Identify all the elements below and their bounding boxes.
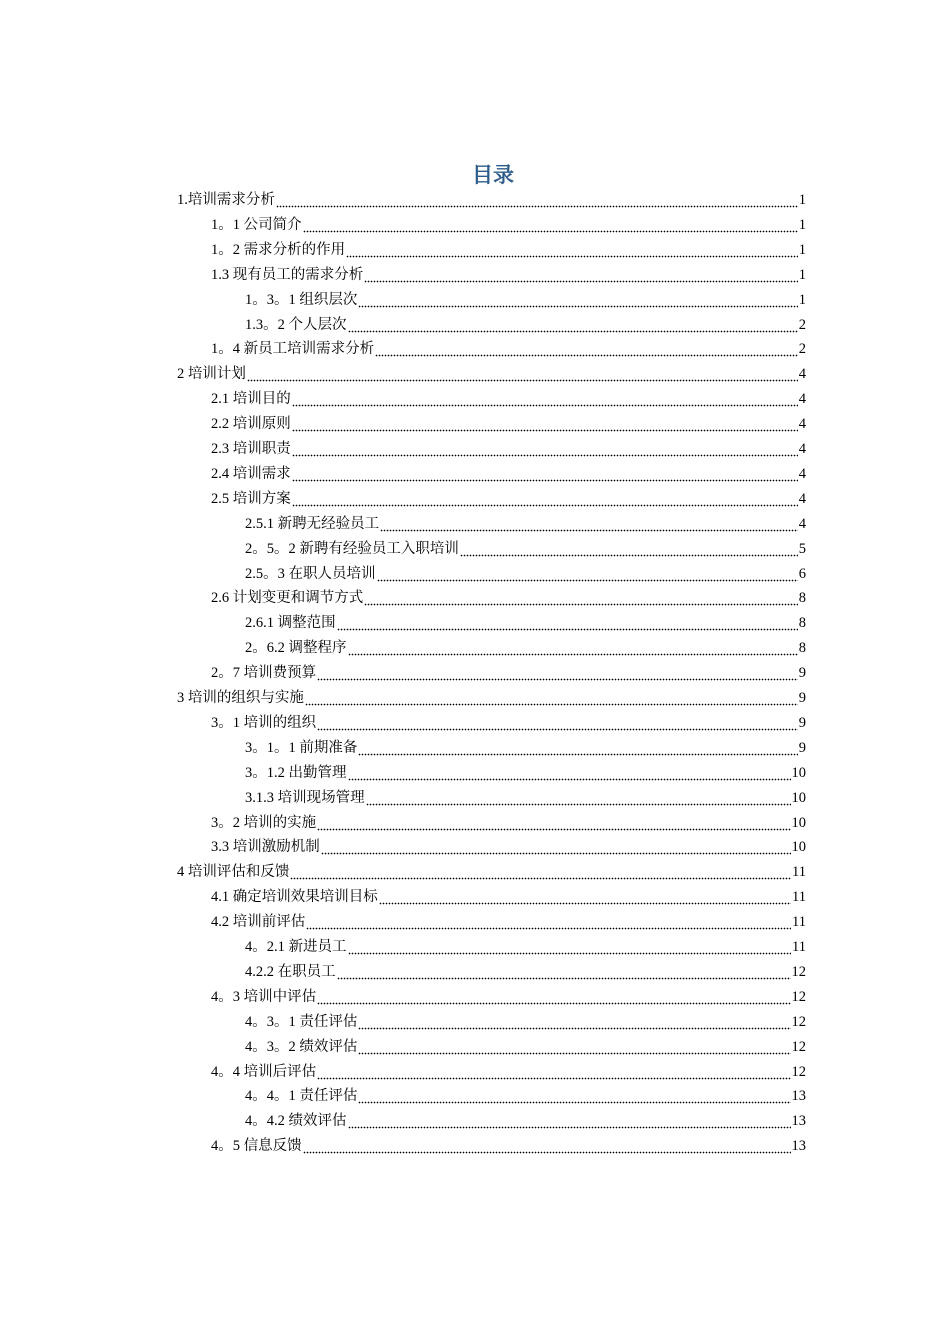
dot-leader (292, 387, 798, 412)
toc-entry-text: 3.3 培训激励机制 (211, 839, 320, 856)
dot-leader (306, 910, 791, 935)
toc-entry[interactable] (211, 337, 806, 362)
toc-entry-page-number: 12 (791, 1013, 806, 1030)
toc-entry-text: 4.2.2 在职员工 (245, 963, 336, 980)
toc-entry-page-number: 12 (791, 1038, 806, 1055)
toc-entry-text: 3 培训的组织与实施 (177, 690, 304, 706)
toc-entry[interactable] (211, 412, 806, 437)
toc-entry-text: 2.3 培训职责 (211, 441, 291, 457)
toc-entry-text: 4。4 培训后评估 (211, 1063, 317, 1080)
toc-entry-text: 3。2 培训的实施 (211, 814, 317, 831)
toc-entry-text: 2.5 培训方案 (211, 490, 291, 507)
toc-entry-text: 4。4。1 责任评估 (245, 1088, 358, 1105)
toc-entry-text: 3。1。1 前期准备 (245, 739, 358, 756)
toc-entry[interactable] (177, 362, 806, 387)
toc-entry[interactable] (245, 761, 806, 786)
toc-entry-page-number: 2 (798, 341, 806, 358)
toc-entry-page-number: 1 (798, 192, 806, 208)
toc-entry[interactable] (211, 711, 806, 736)
toc-entry-text: 4.1 确定培训效果培训目标 (211, 889, 378, 906)
dot-leader (317, 985, 790, 1010)
toc-entry-page-number: 13 (791, 1113, 806, 1130)
toc-title: 目录 (472, 163, 514, 187)
toc-entry-page-number: 8 (798, 640, 806, 657)
dot-leader (377, 562, 798, 587)
toc-entry[interactable] (211, 985, 806, 1010)
dot-leader (379, 885, 791, 910)
toc-entry-text: 4。4.2 绩效评估 (245, 1113, 347, 1130)
dot-leader (364, 586, 798, 611)
toc-entry[interactable] (245, 512, 806, 537)
toc-entry-text: 2。5。2 新聘有经验员工入职培训 (245, 540, 459, 557)
toc-entry[interactable] (245, 1109, 806, 1134)
toc-entry-page-number: 4 (798, 391, 806, 408)
toc-entry[interactable] (245, 1010, 806, 1035)
toc-entry-text: 4 培训评估和反馈 (177, 864, 290, 881)
toc-entry-text: 2.1 培训目的 (211, 391, 291, 408)
toc-entry-page-number: 12 (791, 963, 806, 980)
toc-entry[interactable] (245, 537, 806, 562)
toc-entry-page-number: 1 (798, 216, 806, 233)
toc-entry-page-number: 1 (798, 266, 806, 283)
toc-entry-text: 4.2 培训前评估 (211, 914, 306, 931)
toc-entry-page-number: 13 (791, 1138, 806, 1155)
toc-entry-text: 4。3 培训中评估 (211, 988, 317, 1005)
toc-entry-page-number: 4 (798, 515, 806, 532)
toc-entry[interactable] (211, 437, 806, 462)
dot-leader (292, 487, 798, 512)
toc-entry[interactable] (211, 387, 806, 412)
toc-entry-page-number: 10 (791, 789, 806, 806)
toc-entry[interactable] (177, 188, 806, 213)
toc-entry-page-number: 11 (792, 939, 806, 955)
toc-entry[interactable] (211, 462, 806, 487)
toc-entry-page-number: 10 (791, 814, 806, 831)
toc-entry-text: 4。5 信息反馈 (211, 1138, 302, 1155)
toc-entry[interactable] (245, 1084, 806, 1109)
dot-leader (317, 661, 798, 686)
toc-entry-text: 2.6 计划变更和调节方式 (211, 590, 364, 607)
toc-entry[interactable] (245, 1035, 806, 1060)
dot-leader (292, 412, 798, 437)
toc-entry-text: 2。7 培训费预算 (211, 665, 317, 682)
dot-leader (364, 263, 798, 288)
toc-entry-page-number: 12 (791, 1063, 806, 1080)
toc-entry-text: 1.培训需求分析 (177, 192, 275, 208)
toc-entry[interactable] (245, 288, 806, 313)
dot-leader (290, 860, 791, 885)
toc-entry-page-number: 9 (798, 690, 806, 706)
toc-entry-text: 2.5.1 新聘无经验员工 (245, 515, 380, 532)
toc-entry-text: 1.3 现有员工的需求分析 (211, 266, 364, 283)
toc-entry-page-number: 9 (798, 739, 806, 756)
dot-leader (317, 711, 798, 736)
dot-leader (358, 736, 797, 761)
toc-entry-page-number: 1 (798, 291, 806, 308)
dot-leader (358, 1010, 790, 1035)
toc-entry-text: 2 培训计划 (177, 366, 246, 383)
toc-entry[interactable] (211, 885, 806, 910)
toc-entry[interactable] (211, 910, 806, 935)
toc-entry[interactable] (245, 736, 806, 761)
dot-leader (321, 835, 791, 860)
dot-leader (292, 462, 798, 487)
dot-leader (305, 686, 798, 711)
dot-leader (317, 1060, 790, 1085)
toc-entry-text: 2。6.2 调整程序 (245, 640, 347, 657)
toc-entry[interactable] (177, 686, 806, 711)
toc-entry-text: 2.5。3 在职人员培训 (245, 565, 376, 582)
toc-entry-text: 1。4 新员工培训需求分析 (211, 341, 375, 358)
toc-entry-page-number: 6 (798, 565, 806, 582)
toc-entry[interactable] (211, 1134, 806, 1159)
dot-leader (375, 337, 798, 362)
toc-entry-page-number: 8 (798, 590, 806, 607)
dot-leader (358, 1084, 790, 1109)
toc-entry[interactable] (211, 835, 806, 860)
toc-entry[interactable] (211, 661, 806, 686)
dot-leader (366, 786, 791, 811)
toc-entry-text: 3.1.3 培训现场管理 (245, 789, 365, 806)
toc-entry-text: 2.4 培训需求 (211, 465, 291, 482)
toc-entry-text: 3。1.2 出勤管理 (245, 764, 347, 781)
dot-leader (317, 811, 790, 836)
dot-leader (303, 1134, 791, 1159)
toc-entry-page-number: 4 (798, 366, 806, 383)
toc-entry[interactable] (211, 1060, 806, 1085)
toc-entry[interactable] (245, 562, 806, 587)
toc-entry-page-number: 4 (798, 416, 806, 433)
toc-entry-text: 2.2 培训原则 (211, 416, 291, 433)
toc-entry[interactable] (211, 238, 806, 263)
toc-entry-page-number: 5 (798, 540, 806, 557)
dot-leader (303, 213, 798, 238)
toc-entry-page-number: 2 (798, 316, 806, 333)
toc-entry[interactable] (245, 313, 806, 338)
toc-entry[interactable] (245, 611, 806, 636)
toc-entry-page-number: 11 (792, 864, 806, 881)
toc-entry-page-number: 9 (798, 714, 806, 731)
dot-leader (292, 437, 798, 462)
toc-entry-page-number: 4 (798, 441, 806, 457)
toc-entry[interactable] (211, 263, 806, 288)
toc-entry-page-number: 10 (791, 764, 806, 781)
dot-leader (346, 238, 798, 263)
toc-entry-page-number: 13 (791, 1088, 806, 1105)
dot-leader (460, 537, 798, 562)
toc-entry-text: 4。2.1 新进员工 (245, 939, 347, 955)
toc-entry-page-number: 8 (798, 615, 806, 632)
toc-entry[interactable] (211, 487, 806, 512)
toc-entry-text: 4。3。2 绩效评估 (245, 1038, 358, 1055)
toc-entry[interactable] (211, 586, 806, 611)
toc-entry-page-number: 9 (798, 665, 806, 682)
dot-leader (337, 960, 791, 985)
dot-leader (348, 636, 798, 661)
toc-entry-page-number: 4 (798, 465, 806, 482)
toc-entry[interactable] (211, 811, 806, 836)
dot-leader (247, 362, 798, 387)
toc-entry-text: 4。3。1 责任评估 (245, 1013, 358, 1030)
toc-entry-text: 1。2 需求分析的作用 (211, 241, 346, 258)
toc-entry[interactable] (245, 786, 806, 811)
dot-leader (380, 512, 798, 537)
toc-entry[interactable] (177, 860, 806, 885)
toc-entry-page-number: 11 (792, 914, 806, 931)
toc-entry-page-number: 1 (798, 241, 806, 258)
dot-leader (276, 188, 798, 213)
dot-leader (348, 1109, 791, 1134)
toc-entry-text: 3。1 培训的组织 (211, 714, 317, 731)
toc-entry-page-number: 10 (791, 839, 806, 856)
dot-leader (337, 611, 798, 636)
toc-entry[interactable] (245, 636, 806, 661)
toc-entry-text: 1.3。2 个人层次 (245, 316, 347, 333)
toc-entry-page-number: 11 (792, 889, 806, 906)
toc-entry-page-number: 4 (798, 490, 806, 507)
dot-leader (348, 313, 798, 338)
toc-entry[interactable] (245, 935, 806, 960)
toc-entry-text: 1。3。1 组织层次 (245, 291, 358, 308)
toc-entry-text: 1。1 公司简介 (211, 216, 302, 233)
toc-entry-page-number: 12 (791, 988, 806, 1005)
dot-leader (358, 288, 797, 313)
dot-leader (358, 1035, 790, 1060)
dot-leader (348, 761, 791, 786)
toc-entry[interactable] (211, 213, 806, 238)
dot-leader (348, 935, 792, 960)
toc-entry[interactable] (245, 960, 806, 985)
toc-entry-text: 2.6.1 调整范围 (245, 615, 336, 632)
